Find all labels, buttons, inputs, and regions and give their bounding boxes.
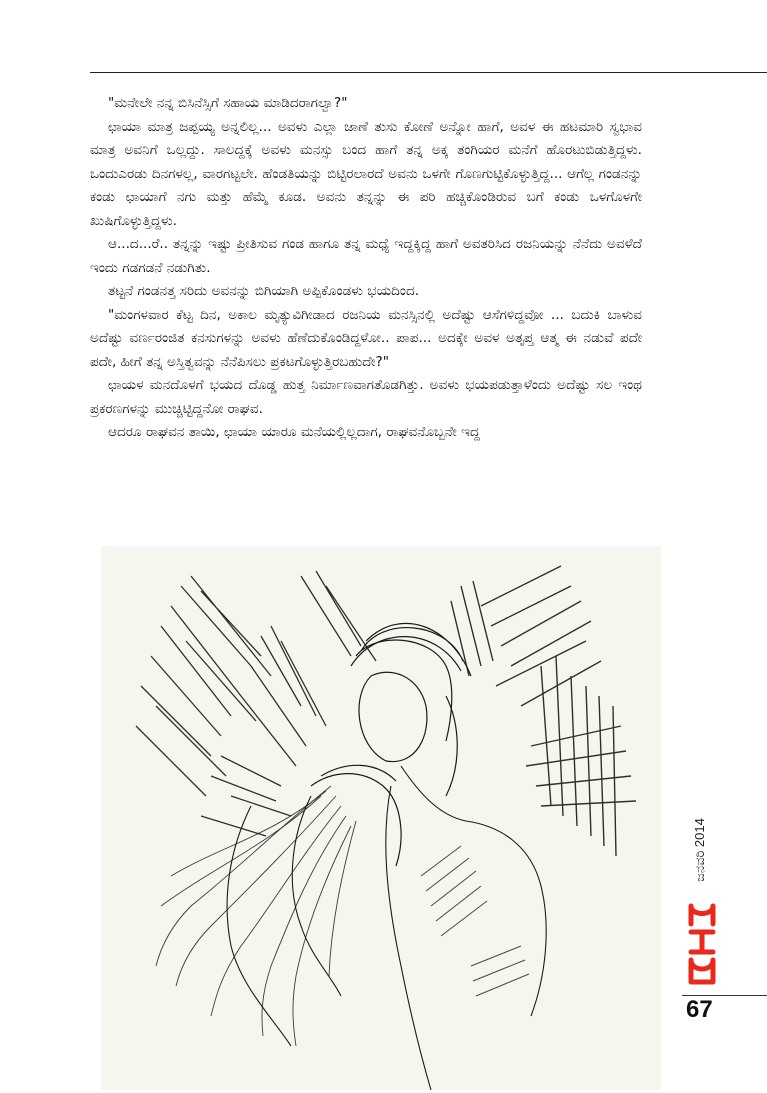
paragraph: ತಟ್ಟನೆ ಗಂಡನತ್ತ ಸರಿದು ಅವನನ್ನು ಬಿಗಿಯಾಗಿ ಅಪ್ಪಿಕೊಂಡಳು ಭಯದಿಂದ. [108, 283, 420, 299]
article-body [90, 92, 642, 445]
magazine-logo [687, 900, 717, 988]
paragraph: "ಮನೇಲೇ ನನ್ನ ಬಿಸಿನೆಸ್ಸಿಗೆ ಸಹಾಯ ಮಾಡಿದರಾಗಲ್ವಾ?" [108, 95, 348, 111]
header-rule [90, 72, 767, 73]
paragraph: "ಮಂಗಳವಾರ ಕೆಟ್ಟ ದಿನ, ಅಕಾಲ ಮೃತ್ಯುವಿಗೀಡಾದ ರಜನಿಯ ಮನಸ್ಸಿನಲ್ಲಿ ಅದೆಷ್ಟು ಆಸೆಗಳಿದ್ದವೋ ... ಬದುಕಿ ಬಾಳುವ ಅದೆಷ್ಟು ವರ್ಣರಂಜಿತ ಕನಸುಗಳನ್ನು ಅವಳು ಹೆಣೆದುಕೊಂಡಿದ್ದಳೋ.. ಪಾಪ... ಅದಕ್ಕೇ ಅವಳ ಅತೃಪ್ತ ಆತ್ಮ ಈ ನಡುವೆ ಪದೇ ಪದೇ, ಹೀಗೆ ತನ್ನ ಅಸ್ತಿತ್ವವನ್ನು ನೆನೆಪಿಸಲು ಪ್ರಕಟಗೊಳ್ಳುತ್ತಿರಬಹುದೇ?" [90, 306, 642, 370]
issue-date: ಜನವರಿ 2014 [692, 818, 707, 882]
couple-embrace-sketch-illustration [101, 546, 661, 1090]
paragraph: ಆ...ದ...ರೆ.. ತನ್ನನ್ನು ಇಷ್ಟು ಪ್ರೀತಿಸುವ ಗಂಡ ಹಾಗೂ ತನ್ನ ಮಧ್ಯೆ ಇದ್ದಕ್ಕಿದ್ದ ಹಾಗೆ ಅವತರಿಸಿದ ರಜನಿಯನ್ನು ನೆನೆದು ಅವಳೆದೆ ಇಂದು ಗಡಗಡನೆ ನಡುಗಿತು. [90, 236, 642, 276]
page-number: 67 [686, 996, 713, 1023]
paragraph: ಛಾಯಾ ಮಾತ್ರ ಜಪ್ಪಯ್ಯ ಅನ್ನಲಿಲ್ಲ... ಅವಳು ಎಲ್ಲಾ ಜಾಣೆ ತುಸು ಕೋಣೆ ಅನ್ನೋ ಹಾಗೆ, ಅವಳ ಈ ಹಟಮಾರಿ ಸ್ವಭಾವ ಮಾತ್ರ ಅವನಿಗೆ ಒಲ್ಲದ್ದು. ಸಾಲದ್ದಕ್ಕೆ ಅವಳು ಮನಸ್ಸು ಬಂದ ಹಾಗೆ ತನ್ನ ಅಕ್ಕ ತಂಗಿಯರ ಮನೆಗೆ ಹೊರಟುಬಿಡುತ್ತಿದ್ದಳು. ಒಂದುಎರಡು ದಿನಗಳಲ್ಲ, ವಾರಗಟ್ಟಲೇ. ಹೆಂಡತಿಯನ್ನು ಬಿಟ್ಟಿರಲಾರದೆ ಅವನು ಒಳಗೇ ಗೊಣಗುಟ್ಟಿಕೊಳ್ಳುತ್ತಿದ್ದ... ಆಗೆಲ್ಲ ಗಂಡನನ್ನು ಕಂಡು ಛಾಯಾಗೆ ನಗು ಮತ್ತು ಹೆಮ್ಮೆ ಕೂಡ. ಅವನು ತನ್ನನ್ನು ಈ ಪರಿ ಹಚ್ಚಿಕೊಂಡಿರುವ ಬಗೆ ಕಂಡು ಒಳಗೊಳಗೇ ಖುಷಿಗೊಳ್ಳುತ್ತಿದ್ದಳು. [90, 118, 642, 229]
paragraph: ಆದರೂ ರಾಘವನ ತಾಯಿ, ಛಾಯಾ ಯಾರೂ ಮನೆಯಲ್ಲಿಲ್ಲದಾಗ, ರಾಘವನೊಬ್ಬನೇ ಇದ್ದ [108, 424, 480, 440]
paragraph: ಛಾಯಳ ಮನದೊಳಗೆ ಭಯದ ದೊಡ್ಡ ಹುತ್ತ ನಿರ್ಮಾಣವಾಗತೊಡಗಿತ್ತು. ಅವಳು ಭಯಪಡುತ್ತಾಳೆಂದು ಅದೆಷ್ಟು ಸಲ ಇಂಥ ಪ್ರಕರಣಗಳನ್ನು ಮುಚ್ಚಿಟ್ಟಿದ್ದನೋ ರಾಘವ. [90, 377, 642, 417]
